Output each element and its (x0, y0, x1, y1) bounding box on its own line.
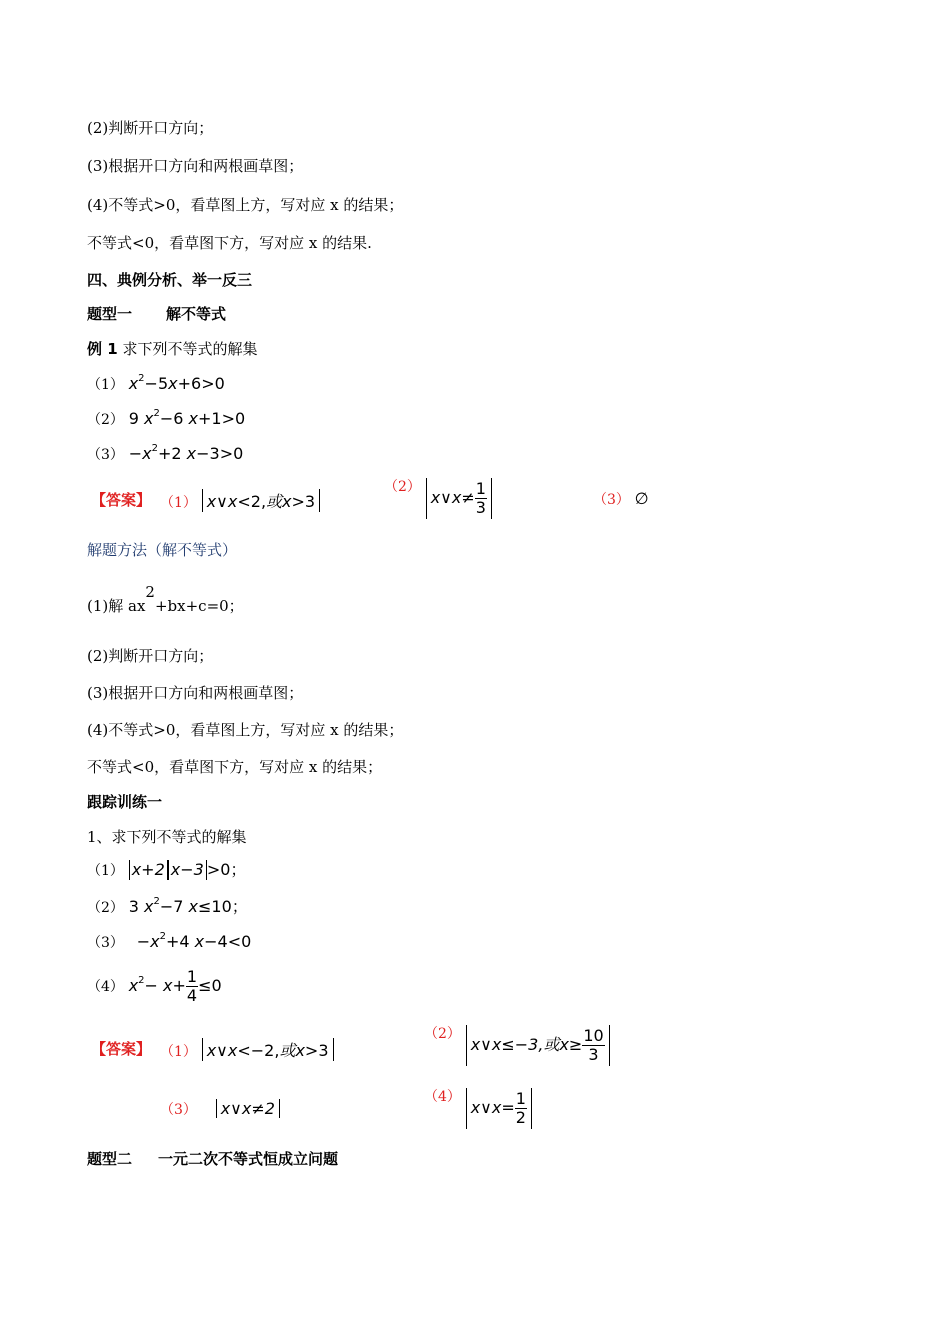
math-term: x∨x (206, 1041, 238, 1060)
fraction-numerator: 1 (515, 1089, 526, 1108)
math-term: −3>0 (196, 444, 244, 463)
top-step-5: 不等式<0，看草图下方，写对应 x 的结果. (87, 234, 372, 252)
math-term: 9 (128, 409, 139, 428)
math-var: x (150, 932, 160, 951)
exponent: 2 (151, 443, 158, 454)
type2-heading (87, 1149, 338, 1169)
math-term: 或x (279, 1041, 305, 1060)
practice-item-1 (87, 860, 246, 881)
top-step-2: (2)判断开口方向； (87, 119, 214, 137)
math-term: 3 (128, 897, 139, 916)
method-step-5: 不等式<0，看草图下方，写对应 x 的结果； (87, 758, 383, 776)
solution-set: x∨x≠2 (216, 1099, 280, 1118)
answer1-part3 (593, 489, 649, 509)
math-term: −6 (159, 409, 184, 428)
fraction-numerator: 10 (583, 1026, 604, 1045)
math-term: x∨x (206, 492, 238, 511)
math-term: x∨x≤−3, (470, 1035, 544, 1054)
math-term: >0； (206, 860, 247, 879)
method-title: 解题方法（解不等式） (87, 541, 238, 559)
top-step-4: (4)不等式>0，看草图上方，写对应 x 的结果； (87, 196, 404, 214)
math-var: x (188, 409, 198, 428)
item-number: （1） (87, 377, 124, 393)
answer2-part1 (160, 1038, 334, 1061)
item-number: （2） (87, 900, 124, 916)
item-number: （1） (87, 863, 124, 879)
math-term: −4<0 (204, 932, 252, 951)
example1-label: 例 1 (87, 340, 118, 358)
math-term: − (136, 932, 151, 951)
fraction-denominator: 2 (515, 1108, 526, 1127)
math-var: x (143, 409, 154, 428)
practice-item-4 (87, 966, 222, 1009)
math-term: −7 (159, 897, 184, 916)
method-step-2: (2)判断开口方向； (87, 647, 214, 665)
math-term: +4 (165, 932, 190, 951)
answer-number: （3） (593, 492, 630, 508)
exponent: 2 (153, 896, 160, 907)
math-var: x (142, 444, 152, 463)
answer1-label: 【答案】 (91, 491, 152, 509)
math-var: x (168, 374, 178, 393)
fraction-denominator: 3 (588, 1045, 599, 1064)
exponent: 2 (153, 408, 160, 419)
practice-item-2 (87, 897, 248, 920)
item-number: （2） (87, 412, 124, 428)
method-step-text: +bx+c=0； (154, 597, 244, 615)
answer-number: （2） (384, 479, 421, 495)
item-number: （3） (87, 935, 124, 951)
math-var: x (194, 932, 205, 951)
math-term: 或x (266, 492, 292, 511)
answer-number: （3） (160, 1102, 197, 1118)
top-step-3: (3)根据开口方向和两根画草图； (87, 157, 304, 175)
type2-title: 题型二 (87, 1150, 133, 1168)
math-var: x (143, 897, 154, 916)
math-term: x−3 (168, 860, 207, 880)
math-term: <−2, (237, 1041, 280, 1060)
example1-heading (87, 339, 257, 359)
math-term: + (172, 976, 186, 995)
answer2-part2 (424, 1025, 610, 1066)
fraction-numerator: 1 (475, 479, 486, 498)
math-term: ≤0 (198, 976, 222, 995)
math-term: +2 (157, 444, 182, 463)
fraction-denominator: 3 (475, 498, 486, 517)
answer2-part4 (424, 1088, 532, 1129)
math-term: − (128, 444, 143, 463)
empty-set-symbol: ∅ (634, 489, 649, 508)
section-4-title: 四、典例分析、举一反三 (87, 271, 253, 289)
answer-number: （1） (160, 495, 197, 511)
math-var: x (128, 374, 139, 393)
example1-item-1 (87, 374, 225, 397)
answer1-part2 (384, 478, 492, 519)
math-term: >3 (291, 492, 316, 511)
exponent: 2 (138, 975, 145, 986)
method-step-text: (1)解 ax (87, 597, 146, 615)
answer-number: （2） (424, 1026, 461, 1042)
math-var: x (163, 976, 173, 995)
solution-set (202, 1038, 334, 1061)
math-term: >3 (304, 1041, 329, 1060)
type2-name: 一元二次不等式恒成立问题 (158, 1150, 339, 1168)
solution-set (466, 1088, 532, 1129)
math-var: x (188, 897, 198, 916)
answer2-label: 【答案】 (91, 1040, 152, 1058)
item-number: （3） (87, 447, 124, 463)
item-number: （4） (87, 979, 124, 995)
math-term: x∨x≠ (430, 488, 475, 507)
exponent: 2 (145, 583, 155, 601)
solution-set (426, 478, 492, 519)
math-term: − (144, 976, 158, 995)
practice-title: 跟踪训练一 (87, 793, 163, 811)
exponent: 2 (159, 931, 166, 942)
math-term: +1>0 (197, 409, 246, 428)
method-step-4: (4)不等式>0，看草图上方，写对应 x 的结果； (87, 721, 404, 739)
answer-number: （4） (424, 1089, 461, 1105)
math-term: 或x≥ (543, 1035, 583, 1054)
math-term: <2, (237, 492, 267, 511)
type1-title: 题型一 (87, 305, 133, 323)
solution-set (202, 489, 320, 512)
answer1-part1 (160, 489, 320, 512)
math-term: x+2 (129, 860, 168, 880)
math-var: x (186, 444, 197, 463)
method-step-3: (3)根据开口方向和两根画草图； (87, 684, 304, 702)
math-term: ≤10； (197, 897, 248, 916)
example1-item-3 (87, 444, 243, 467)
practice-prompt: 1、求下列不等式的解集 (87, 828, 247, 846)
method-step-1 (87, 583, 244, 616)
math-var: x (128, 976, 139, 995)
type1-heading (87, 304, 226, 324)
fraction-numerator: 1 (186, 967, 198, 986)
exponent: 2 (138, 373, 145, 384)
answer2-part3 (160, 1099, 280, 1119)
solution-set (466, 1025, 610, 1066)
type1-name: 解不等式 (166, 305, 227, 323)
example1-prompt: 求下列不等式的解集 (122, 340, 258, 358)
example1-item-2 (87, 409, 245, 432)
math-term: −5 (144, 374, 169, 393)
math-term: +6>0 (177, 374, 225, 393)
math-term: x∨x= (470, 1098, 515, 1117)
practice-item-3 (87, 932, 251, 955)
answer-number: （1） (160, 1044, 197, 1060)
fraction-denominator: 4 (186, 986, 198, 1005)
